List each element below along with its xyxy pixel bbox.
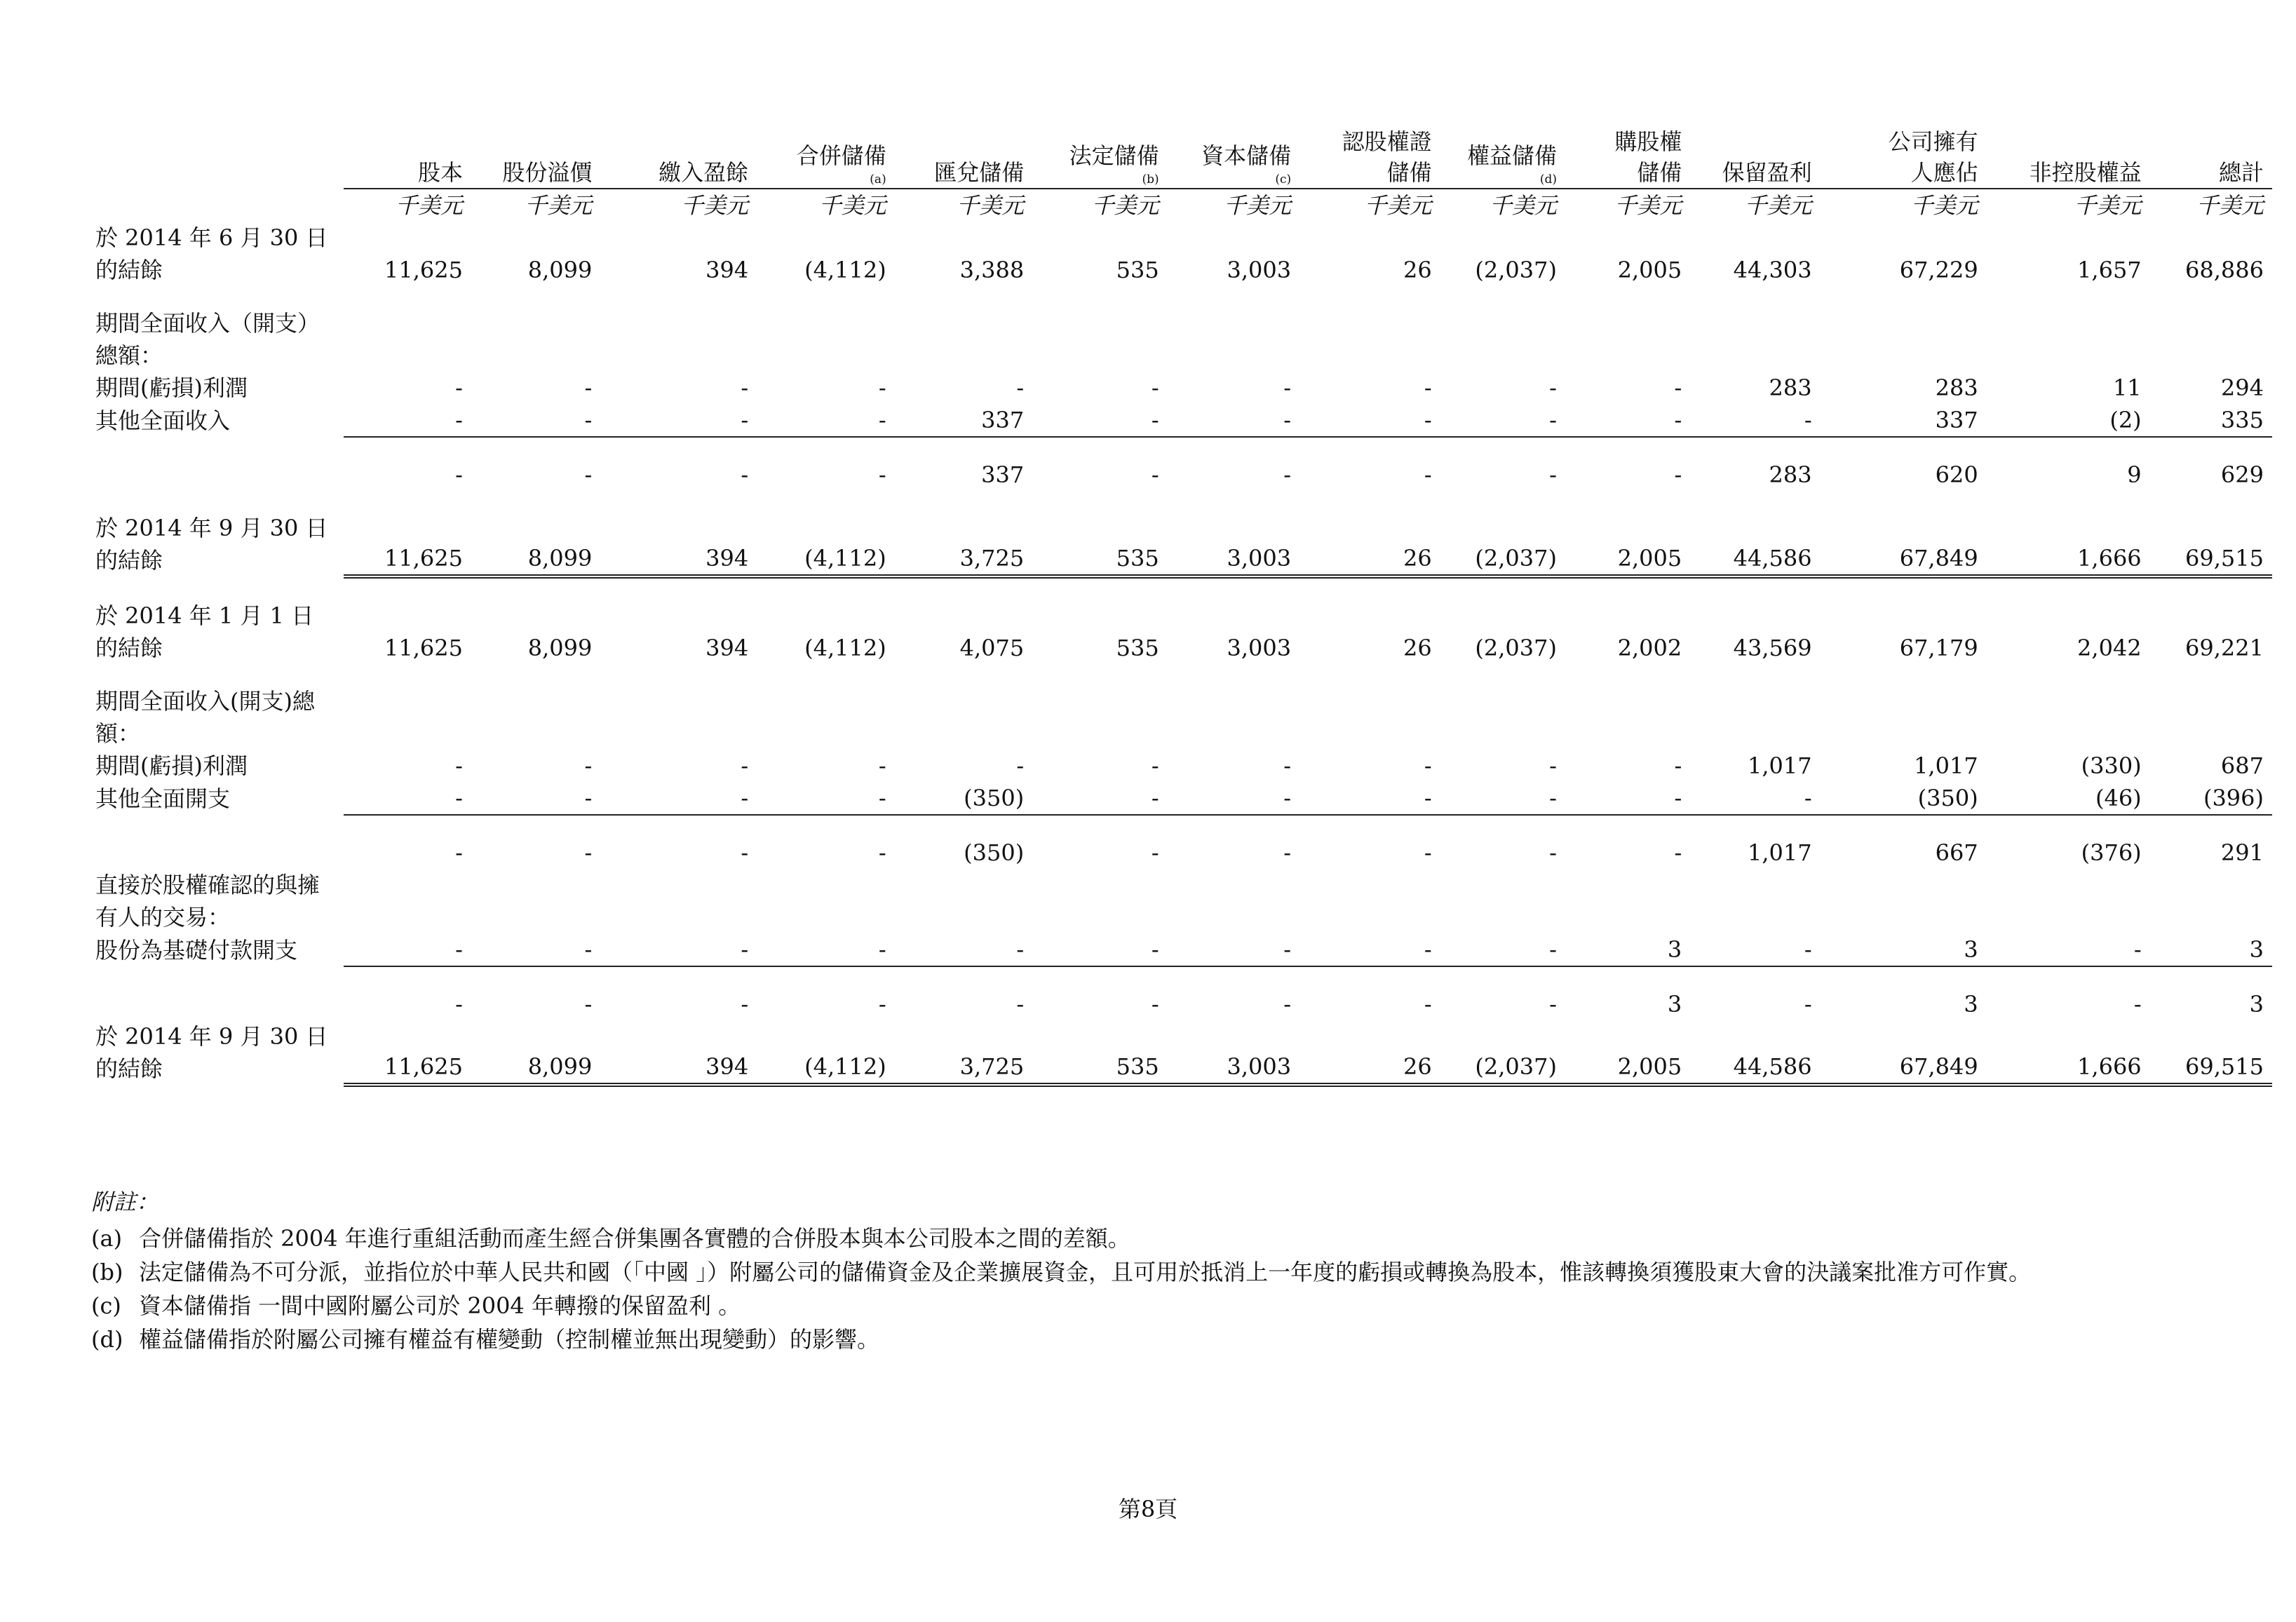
row-label [91,837,344,869]
cell-value: - [455,374,463,401]
cell-value: - [584,461,593,488]
cell-value: 394 [600,1020,757,1085]
cell-value: - [1283,461,1292,488]
cell-value: 67,179 [1899,635,1978,661]
col-header: 非控股權益 [1987,126,2150,189]
cell-value: - [1151,839,1159,866]
cell-value [2150,307,2272,372]
row-label: 於 2014 年 9 月 30 日的結餘 [95,1023,328,1082]
cell-value: (350) [1821,782,1987,815]
cell-value: 535 [1116,257,1159,283]
cell-value [2150,685,2272,750]
cell-value: - [2133,991,2142,1018]
cell-value: - [1549,991,1557,1018]
cell-value: 3 [1964,991,1978,1018]
cell-value: - [1549,839,1557,866]
unit-label: 千美元 [1091,192,1159,219]
row-label: 其他全面收入 [95,407,231,434]
col-header: 股本 [344,126,471,189]
cell-value: (2,037) [1475,635,1557,661]
cell-value [1690,869,1820,933]
cell-value: 283 [1769,461,1812,488]
cell-value: - [1424,991,1432,1018]
cell-value [2150,869,2272,933]
cell-value: (2,037) [1440,1020,1565,1085]
cell-value [1821,685,1987,750]
table-row [91,512,2272,576]
notes-section [91,1185,2195,1356]
cell-value: - [344,782,471,815]
note-text: 法定儲備為不可分派，並指位於中華人民共和國（「中國 」）附屬公司的儲備資金及企業擴展資金，且可用於抵消上一年度的虧損或轉換為股本，惟該轉換須獲股東大會的決議案批准方可作實。 [139,1259,2032,1285]
col-header: 繳入盈餘 [600,126,757,189]
cell-value: 1,017 [1914,752,1978,779]
cell-value: 2,005 [1565,1020,1690,1085]
cell-value: 8,099 [527,257,593,283]
row-label [91,988,344,1020]
col-header: 購股權儲備 [1565,126,1690,189]
cell-value: 26 [1403,635,1432,661]
unit-label: 千美元 [1489,192,1557,219]
col-header: 合併儲備 (a) [757,126,895,189]
cell-value [1299,307,1440,372]
note-key: (c) [91,1292,121,1319]
row-label: 於 2014 年 6 月 30 日的結餘 [95,224,328,283]
cell-value: - [1549,461,1557,488]
cell-value: 43,569 [1733,635,1812,661]
cell-value [344,307,471,372]
cell-value [600,685,757,750]
row-label [91,459,344,491]
cell-value: 8,099 [471,1020,600,1085]
cell-value: (4,112) [757,1020,895,1085]
cell-value: 3 [1821,933,1987,966]
cell-value: 535 [1116,635,1159,661]
cell-value [1168,307,1299,372]
cell-value: - [584,374,593,401]
cell-value: 26 [1403,257,1432,283]
cell-value: - [471,404,600,437]
cell-value: (4,112) [804,257,886,283]
row-label: 期間全面收入（開支）總額： [95,310,320,369]
cell-value: (396) [2150,782,2272,815]
cell-value: 11,625 [384,257,463,283]
equity-statement-table [91,126,2272,1087]
cell-value: - [1283,839,1292,866]
cell-value [757,685,895,750]
cell-value: 620 [1935,461,1978,488]
cell-value [1690,685,1820,750]
cell-value [600,307,757,372]
cell-value: - [1987,933,2150,966]
cell-value: - [1016,991,1025,1018]
cell-value: 3,725 [895,1020,1033,1085]
cell-value: 11,625 [344,512,471,576]
cell-value: - [878,839,886,866]
cell-value: - [455,991,463,1018]
col-header: 股份溢價 [471,126,600,189]
cell-value: - [600,782,757,815]
note-item [91,1222,2195,1255]
cell-value: - [1440,404,1565,437]
cell-value: - [1674,461,1682,488]
table-row [91,750,2272,782]
cell-value: - [584,991,593,1018]
cell-value: - [1168,404,1299,437]
cell-value: 294 [2220,374,2264,401]
cell-value [1821,307,1987,372]
cell-value: 283 [1935,374,1978,401]
cell-value: 26 [1299,512,1440,576]
table-row [91,222,2272,286]
row-label: 期間(虧損)利潤 [95,374,248,401]
cell-value: 2,005 [1565,512,1690,576]
cell-value: 535 [1032,1020,1167,1085]
note-item [91,1255,2195,1289]
cell-value: 535 [1032,512,1167,576]
cell-value: - [455,752,463,779]
cell-value: - [1151,991,1159,1018]
cell-value: - [1032,933,1167,966]
cell-value: 44,586 [1690,512,1820,576]
note-item [91,1323,2195,1356]
cell-value: 394 [705,257,749,283]
cell-value: - [1032,404,1167,437]
cell-value: - [1424,839,1432,866]
cell-value: (350) [895,782,1033,815]
cell-value [1987,307,2150,372]
cell-value: 1,666 [1987,1020,2150,1085]
cell-value [895,685,1033,750]
table-row [91,685,2272,750]
cell-value: 335 [2150,404,2272,437]
cell-value [1032,869,1167,933]
cell-value: - [1440,933,1565,966]
note-key: (b) [91,1259,123,1285]
cell-value: 44,586 [1690,1020,1820,1085]
cell-value: - [1151,752,1159,779]
cell-value: 1,017 [1748,752,1812,779]
cell-value: (2,037) [1475,257,1557,283]
col-header: 認股權證儲備 [1299,126,1440,189]
cell-value [1690,307,1820,372]
cell-value: - [757,404,895,437]
cell-value: - [1549,374,1557,401]
cell-value: - [1674,839,1682,866]
cell-value [1987,869,2150,933]
cell-value: - [600,933,757,966]
cell-value [1440,307,1565,372]
unit-label: 千美元 [1910,192,1978,219]
row-label: 直接於股權確認的與擁有人的交易： [95,872,320,931]
cell-value: - [1016,752,1025,779]
cell-value: 67,229 [1899,257,1978,283]
cell-value: - [878,752,886,779]
cell-value [1565,869,1690,933]
cell-value: - [741,461,749,488]
note-key: (d) [91,1326,123,1353]
cell-value: - [1690,404,1820,437]
cell-value: - [1168,933,1299,966]
cell-value: - [344,404,471,437]
cell-value: 4,075 [959,635,1025,661]
cell-value [1440,869,1565,933]
cell-value: 69,515 [2150,1020,2272,1085]
table-row [91,404,2272,437]
cell-value [1565,685,1690,750]
cell-value [471,685,600,750]
col-header: 公司擁有人應佔 [1821,126,1987,189]
cell-value: - [455,839,463,866]
cell-value: (376) [2081,839,2142,866]
cell-value: 3,003 [1168,512,1299,576]
header-row [91,126,2272,189]
table-row [91,459,2272,491]
cell-value: - [600,404,757,437]
row-label: 期間全面收入(開支)總額： [95,688,315,747]
cell-value: - [584,839,593,866]
unit-label: 千美元 [2074,192,2142,219]
cell-value: - [1283,374,1292,401]
cell-value [344,869,471,933]
cell-value [757,307,895,372]
cell-value: 394 [705,635,749,661]
cell-value: - [1424,752,1432,779]
cell-value: - [1674,752,1682,779]
cell-value: - [1168,782,1299,815]
cell-value: - [878,991,886,1018]
cell-value: - [1299,782,1440,815]
cell-value: 667 [1935,839,1978,866]
cell-value [1032,307,1167,372]
cell-value: - [1424,374,1432,401]
table-row [91,307,2272,372]
table-row [91,869,2272,933]
cell-value: 337 [981,461,1025,488]
cell-value: 69,515 [2150,512,2272,576]
unit-label: 千美元 [395,192,463,219]
cell-value: 69,221 [2185,635,2264,661]
cell-value: 67,849 [1821,512,1987,576]
cell-value: 629 [2220,461,2264,488]
cell-value [1821,869,1987,933]
col-header: 法定儲備 (b) [1032,126,1167,189]
cell-value: (2) [1987,404,2150,437]
cell-value: - [1424,461,1432,488]
cell-value: - [1804,991,1812,1018]
table-row [91,988,2272,1020]
cell-value: 11 [2112,374,2142,401]
cell-value: 1,017 [1748,839,1812,866]
unit-label: 千美元 [2196,192,2264,219]
unit-label: 千美元 [957,192,1025,219]
cell-value [1299,869,1440,933]
cell-value [1565,307,1690,372]
cell-value: 3,725 [895,512,1033,576]
row-label: 於 2014 年 9 月 30 日的結餘 [95,515,328,574]
cell-value: - [1440,782,1565,815]
cell-value: - [741,752,749,779]
cell-value: 3 [2150,933,2272,966]
cell-value [1168,685,1299,750]
cell-value: 1,666 [1987,512,2150,576]
cell-value: 26 [1299,1020,1440,1085]
cell-value: (46) [1987,782,2150,815]
cell-value [757,869,895,933]
cell-value [1987,685,2150,750]
table-row [91,600,2272,664]
cell-value [600,869,757,933]
cell-value [344,685,471,750]
cell-value: 283 [1769,374,1812,401]
cell-value [1032,685,1167,750]
cell-value: - [741,991,749,1018]
cell-value: (330) [2081,752,2142,779]
cell-value: 44,303 [1733,257,1812,283]
cell-value [1440,685,1565,750]
unit-label: 千美元 [1744,192,1812,219]
cell-value: 8,099 [527,635,593,661]
unit-label: 千美元 [818,192,886,219]
cell-value: - [1565,782,1690,815]
cell-value: (4,112) [757,512,895,576]
cell-value: - [344,933,471,966]
note-text: 合併儲備指於 2004 年進行重組活動而產生經合併集團各實體的合併股本與本公司股本之間的差額。 [139,1225,1130,1252]
cell-value: - [471,782,600,815]
cell-value: - [1299,933,1440,966]
table-row [91,1020,2272,1085]
cell-value: - [741,374,749,401]
col-header: 權益儲備 (d) [1440,126,1565,189]
cell-value: - [1151,374,1159,401]
cell-value: - [1032,782,1167,815]
cell-value: (2,037) [1440,512,1565,576]
col-header: 保留盈利 [1690,126,1820,189]
cell-value: - [741,839,749,866]
cell-value: - [895,933,1033,966]
cell-value: 3,003 [1168,1020,1299,1085]
cell-value: - [1151,461,1159,488]
unit-label: 千美元 [681,192,749,219]
cell-value: 1,657 [2077,257,2142,283]
cell-value [471,869,600,933]
cell-value [895,307,1033,372]
cell-value [471,307,600,372]
unit-label: 千美元 [1364,192,1432,219]
page-number: 第8頁 [1118,1496,1178,1522]
note-item [91,1289,2195,1323]
cell-value: 2,042 [2077,635,2142,661]
table-row [91,837,2272,869]
cell-value: 11,625 [344,1020,471,1085]
cell-value: - [1549,752,1557,779]
cell-value: - [1283,991,1292,1018]
cell-value: 2,002 [1617,635,1682,661]
cell-value: 68,886 [2185,257,2264,283]
table-row [91,782,2272,815]
note-text: 權益儲備指於附屬公司擁有權益有權變動（控制權並無出現變動）的影響。 [139,1326,880,1353]
cell-value: 3,003 [1227,635,1292,661]
cell-value: 3,003 [1227,257,1292,283]
cell-value: (350) [964,839,1025,866]
cell-value: 3 [1565,933,1690,966]
cell-value: - [1016,374,1025,401]
cell-value: - [757,933,895,966]
cell-value: 291 [2220,839,2264,866]
row-label: 其他全面開支 [95,785,231,812]
cell-value: - [584,752,593,779]
cell-value: - [471,933,600,966]
cell-value: - [1283,752,1292,779]
table-row [91,372,2272,404]
cell-value [895,869,1033,933]
cell-value: 11,625 [384,635,463,661]
notes-title: 附註： [91,1189,159,1215]
cell-value: - [1690,933,1820,966]
cell-value: - [1299,404,1440,437]
col-header: 匯兌儲備 [895,126,1033,189]
cell-value: 2,005 [1617,257,1682,283]
cell-value: 3 [2249,991,2264,1018]
cell-value [1299,685,1440,750]
table-row [91,933,2272,966]
cell-value: 67,849 [1821,1020,1987,1085]
cell-value: - [757,782,895,815]
cell-value: 8,099 [471,512,600,576]
cell-value: 3,388 [959,257,1025,283]
row-label: 於 2014 年 1 月 1 日的結餘 [95,602,314,661]
cell-value: - [1690,782,1820,815]
unit-label: 千美元 [1224,192,1292,219]
cell-value: 9 [2127,461,2142,488]
cell-value: (4,112) [804,635,886,661]
cell-value: - [1674,374,1682,401]
row-label: 期間(虧損)利潤 [95,752,248,779]
cell-value: 337 [895,404,1033,437]
cell-value: - [878,374,886,401]
cell-value: - [878,461,886,488]
unit-label: 千美元 [525,192,593,219]
cell-value: - [1565,404,1690,437]
col-header: 總計 [2150,126,2272,189]
cell-value [1168,869,1299,933]
note-key: (a) [91,1225,123,1252]
unit-label: 千美元 [1614,192,1682,219]
cell-value: 687 [2220,752,2264,779]
col-header: 資本儲備 (c) [1168,126,1299,189]
cell-value: 337 [1821,404,1987,437]
cell-value: 394 [600,512,757,576]
unit-row [91,189,2272,222]
cell-value: - [455,461,463,488]
row-label: 股份為基礎付款開支 [95,937,298,964]
cell-value: 3 [1667,991,1682,1018]
note-text: 資本儲備指 一間中國附屬公司於 2004 年轉撥的保留盈利 。 [139,1292,741,1319]
